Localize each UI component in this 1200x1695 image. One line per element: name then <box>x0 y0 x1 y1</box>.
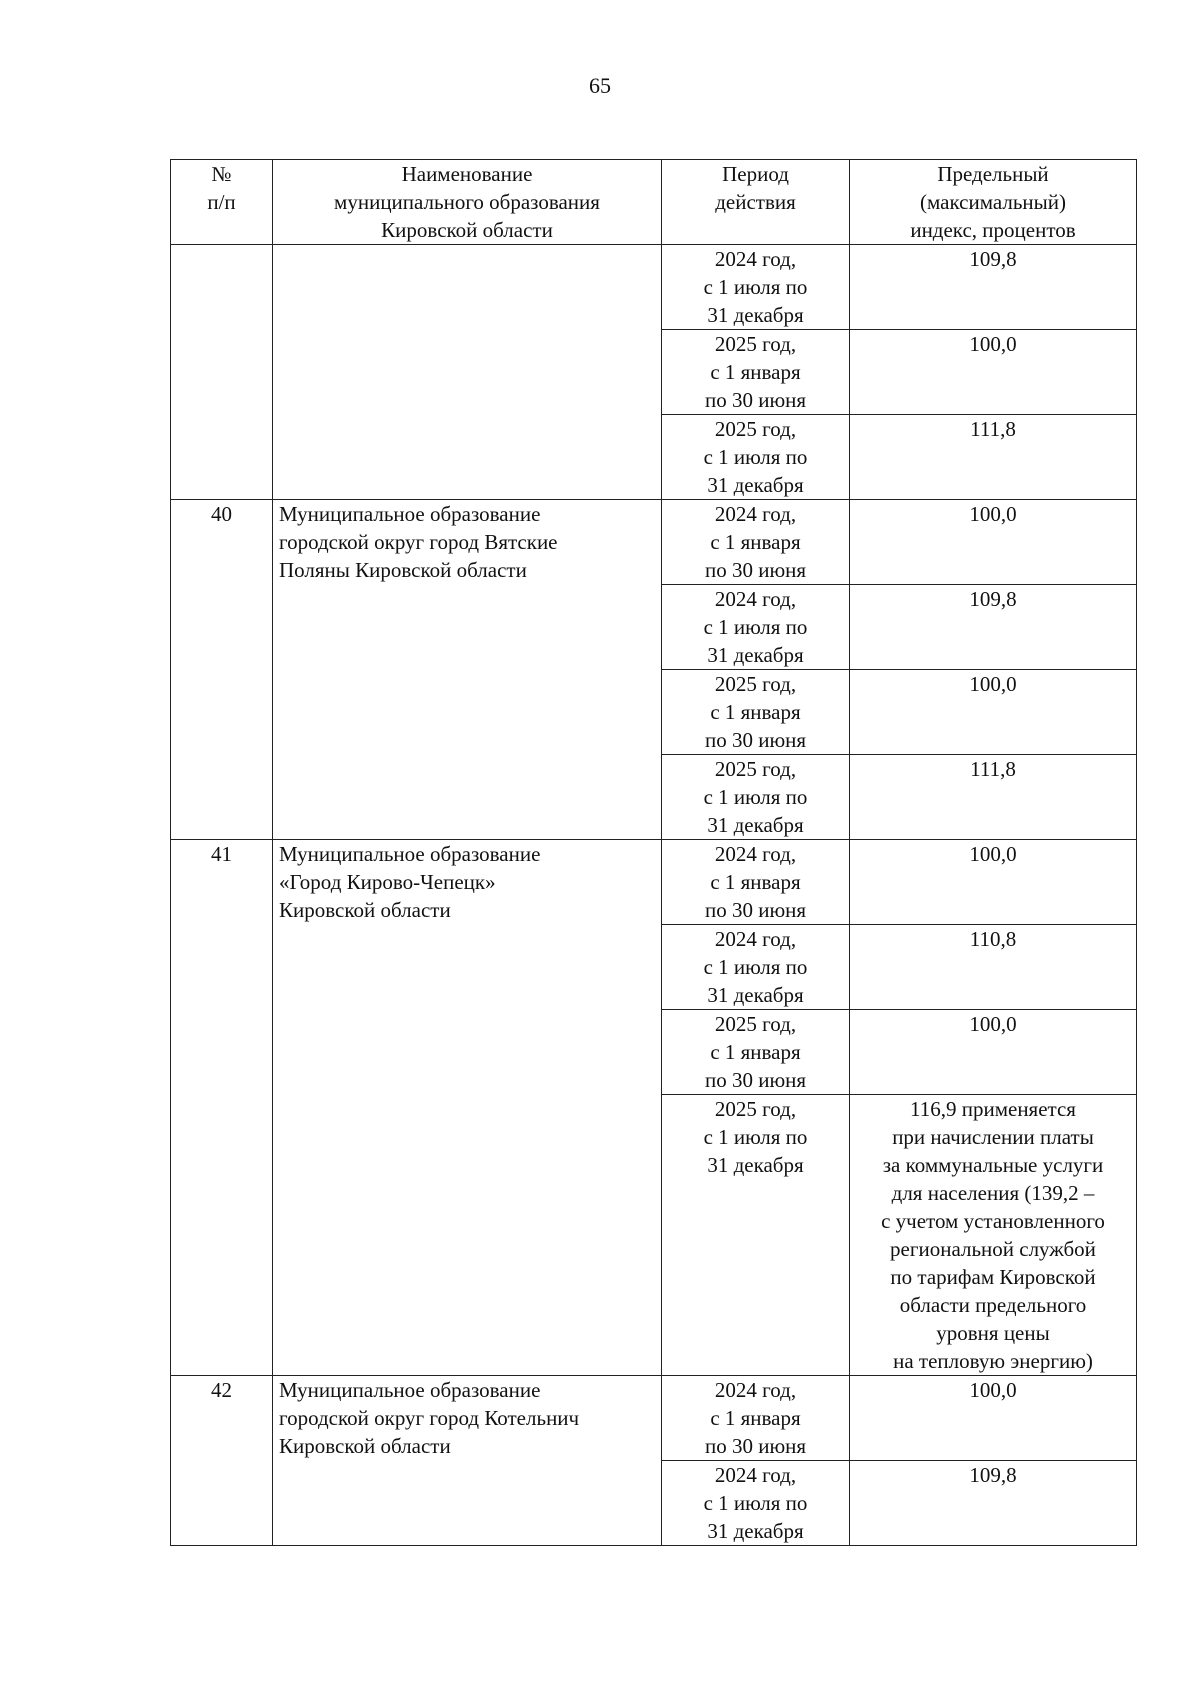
period-cell: 2025 год, с 1 января по 30 июня <box>662 330 850 415</box>
row-num-cell <box>171 245 273 500</box>
index-cell: 100,0 <box>850 1010 1137 1095</box>
period-cell: 2024 год, с 1 июля по 31 декабря <box>662 1461 850 1546</box>
tariff-index-table <box>170 159 1137 1546</box>
table-header-row <box>171 160 1137 245</box>
row-name-cell: Муниципальное образование «Город Кирово-Чепецк» Кировской области <box>273 840 662 1376</box>
period-cell: 2024 год, с 1 июля по 31 декабря <box>662 585 850 670</box>
period-cell: 2025 год, с 1 июля по 31 декабря <box>662 1095 850 1376</box>
index-cell: 100,0 <box>850 500 1137 585</box>
header-num: № п/п <box>171 160 273 245</box>
index-cell: 100,0 <box>850 330 1137 415</box>
table-row <box>171 245 1137 330</box>
period-cell: 2024 год, с 1 января по 30 июня <box>662 500 850 585</box>
index-cell: 100,0 <box>850 670 1137 755</box>
row-num-cell: 42 <box>171 1376 273 1546</box>
index-cell: 110,8 <box>850 925 1137 1010</box>
period-cell: 2024 год, с 1 июля по 31 декабря <box>662 245 850 330</box>
index-cell: 100,0 <box>850 1376 1137 1461</box>
row-name-cell <box>273 245 662 500</box>
period-cell: 2025 год, с 1 июля по 31 декабря <box>662 415 850 500</box>
index-cell: 109,8 <box>850 245 1137 330</box>
row-num-cell: 41 <box>171 840 273 1376</box>
period-cell: 2025 год, с 1 января по 30 июня <box>662 670 850 755</box>
period-cell: 2025 год, с 1 января по 30 июня <box>662 1010 850 1095</box>
table-row <box>171 840 1137 925</box>
page-number: 65 <box>589 73 611 98</box>
table-row <box>171 1376 1137 1461</box>
index-cell: 111,8 <box>850 415 1137 500</box>
index-note-cell: 116,9 применяется при начислении платы за коммунальные услуги для населения (139,2 – с учетом установленного региональной службой по тарифам Кировской области предельного уровня цены на тепловую энергию) <box>850 1095 1137 1376</box>
header-index: Предельный (максимальный) индекс, процентов <box>850 160 1137 245</box>
header-name: Наименование муниципального образования Кировской области <box>273 160 662 245</box>
period-cell: 2024 год, с 1 января по 30 июня <box>662 840 850 925</box>
index-cell: 100,0 <box>850 840 1137 925</box>
header-period: Период действия <box>662 160 850 245</box>
period-cell: 2025 год, с 1 июля по 31 декабря <box>662 755 850 840</box>
row-name-cell: Муниципальное образование городской округ город Котельнич Кировской области <box>273 1376 662 1546</box>
index-cell: 109,8 <box>850 585 1137 670</box>
period-cell: 2024 год, с 1 июля по 31 декабря <box>662 925 850 1010</box>
table-row <box>171 500 1137 585</box>
row-name-cell: Муниципальное образование городской округ город Вятские Поляны Кировской области <box>273 500 662 840</box>
row-num-cell: 40 <box>171 500 273 840</box>
index-cell: 109,8 <box>850 1461 1137 1546</box>
period-cell: 2024 год, с 1 января по 30 июня <box>662 1376 850 1461</box>
index-cell: 111,8 <box>850 755 1137 840</box>
